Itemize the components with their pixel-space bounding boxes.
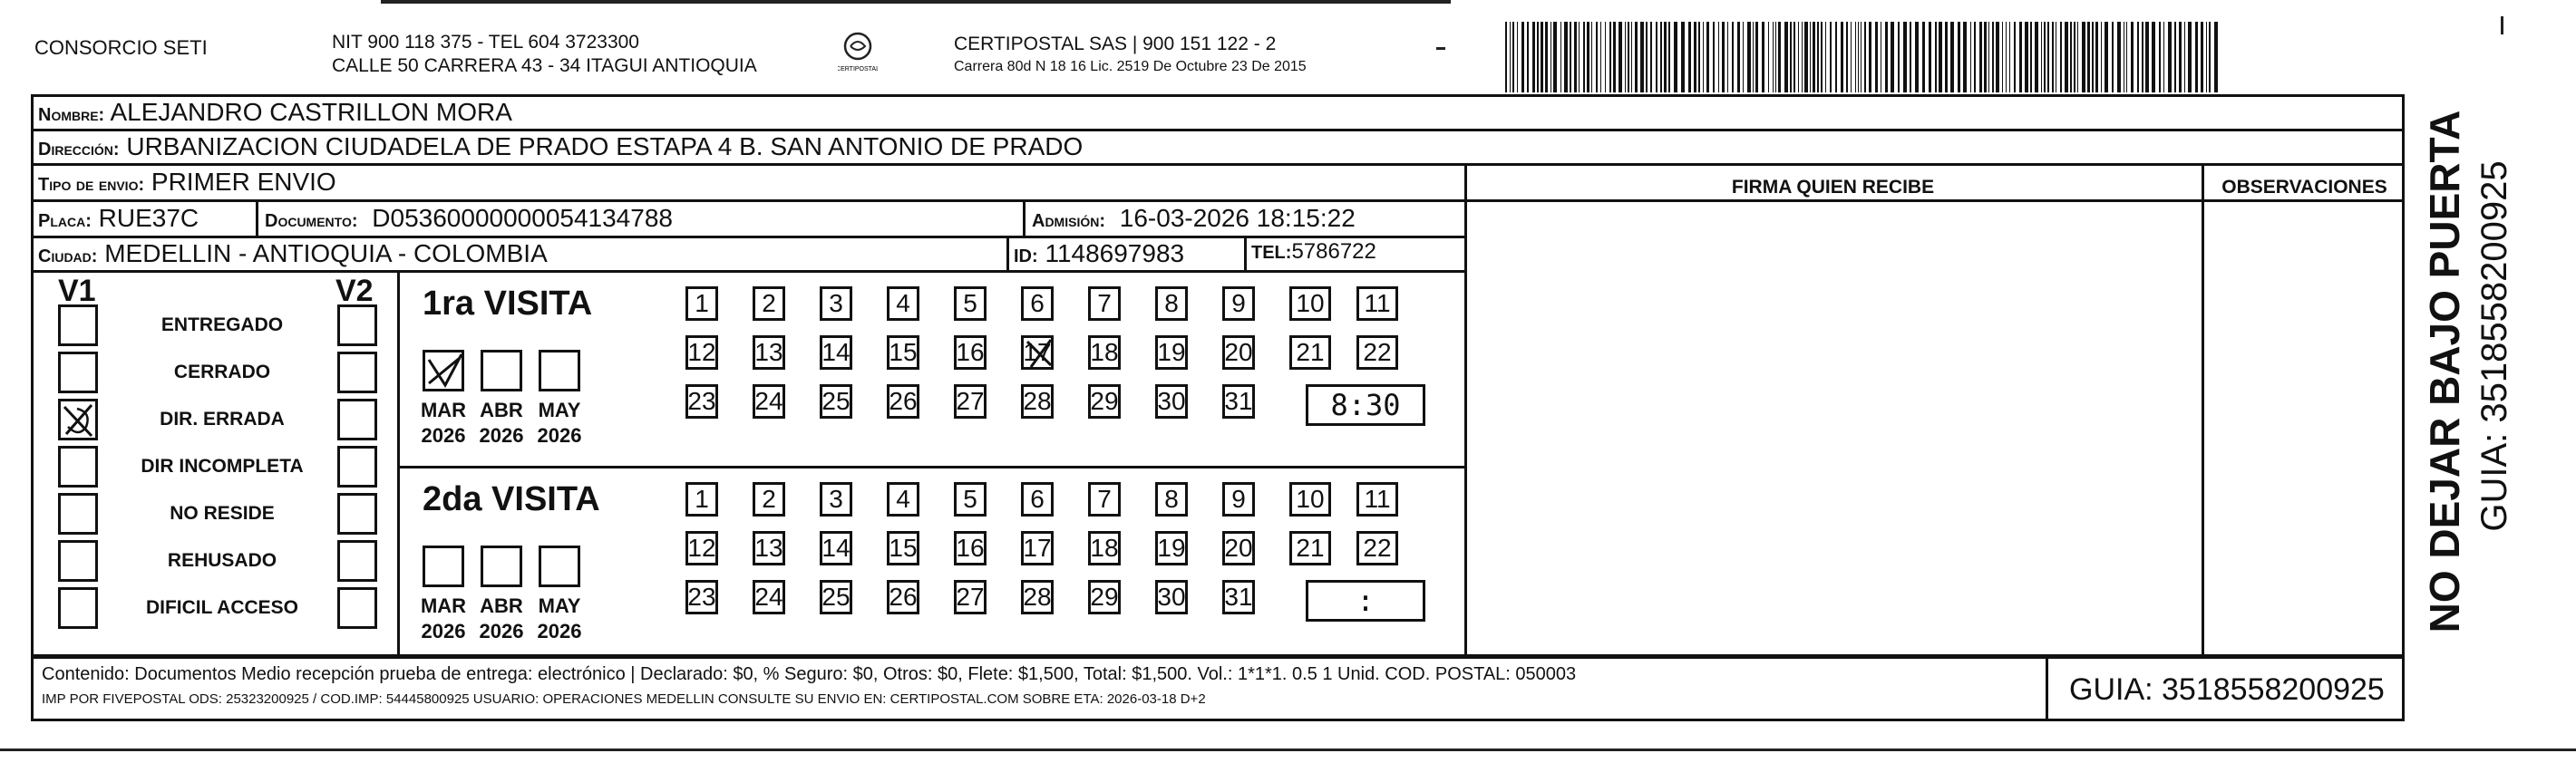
day-number: 12 bbox=[687, 338, 716, 366]
day-box[interactable] bbox=[753, 482, 785, 517]
month-label: ABR bbox=[480, 594, 523, 617]
certipostal-line1: CERTIPOSTAL SAS | 900 151 122 - 2 bbox=[954, 34, 1277, 54]
day-box[interactable] bbox=[954, 286, 987, 321]
day-number: 2 bbox=[762, 485, 776, 513]
month-label: MAR bbox=[420, 399, 467, 421]
placa-value: RUE37C bbox=[98, 204, 199, 232]
footer-guia: GUIA: 3518558200925 bbox=[2069, 672, 2385, 707]
row-line bbox=[31, 199, 2405, 202]
year-label: 2026 bbox=[537, 620, 582, 642]
v1-checkbox[interactable] bbox=[58, 540, 98, 582]
day-number: 28 bbox=[1023, 583, 1052, 611]
id-label: ID: bbox=[1014, 246, 1038, 266]
day-number: 10 bbox=[1296, 289, 1325, 317]
day-box[interactable] bbox=[1155, 531, 1188, 565]
col-placa-split bbox=[256, 199, 258, 236]
day-box[interactable] bbox=[887, 384, 919, 419]
day-box[interactable] bbox=[1021, 286, 1054, 321]
day-number: 20 bbox=[1224, 534, 1253, 562]
time-box[interactable] bbox=[1306, 384, 1425, 426]
day-number: 4 bbox=[896, 289, 910, 317]
nombre-label: Nombre: bbox=[38, 105, 105, 125]
day-box[interactable] bbox=[753, 580, 785, 614]
day-number: 27 bbox=[956, 387, 985, 415]
day-box[interactable] bbox=[753, 384, 785, 419]
v1-checkbox[interactable] bbox=[58, 399, 98, 440]
day-number: 19 bbox=[1157, 534, 1186, 562]
day-number: 18 bbox=[1090, 338, 1119, 366]
col-guia-split bbox=[2046, 656, 2048, 721]
col-admision-split bbox=[1023, 199, 1026, 236]
direccion-value: URBANIZACION CIUDADELA DE PRADO ESTAPA 4 B. SAN ANTONIO DE PRADO bbox=[126, 132, 1084, 160]
v1-checkbox[interactable] bbox=[58, 446, 98, 488]
day-number: 10 bbox=[1296, 485, 1325, 513]
day-box[interactable] bbox=[1088, 531, 1121, 565]
status-option-label: CERRADO bbox=[173, 362, 271, 382]
tel-label: TEL: bbox=[1251, 243, 1292, 263]
v2-checkbox[interactable] bbox=[337, 587, 377, 629]
firma-header: FIRMA QUIEN RECIBE bbox=[1731, 177, 1935, 198]
day-number: 19 bbox=[1157, 338, 1186, 366]
v2-checkbox[interactable] bbox=[337, 446, 377, 488]
day-box[interactable] bbox=[887, 335, 919, 370]
month-label: MAR bbox=[420, 594, 467, 617]
visit-title: 1ra VISITA bbox=[423, 285, 593, 323]
day-number: 30 bbox=[1157, 583, 1186, 611]
day-box[interactable] bbox=[887, 482, 919, 517]
col-firma-left bbox=[1464, 163, 1467, 657]
bottom-edge bbox=[0, 749, 2576, 751]
documento-cell bbox=[265, 206, 673, 231]
day-box[interactable] bbox=[1088, 286, 1121, 321]
day-box[interactable] bbox=[1222, 580, 1255, 614]
day-number: 15 bbox=[889, 534, 918, 562]
nit-line2: CALLE 50 CARRERA 43 - 34 ITAGUI ANTIOQUIA bbox=[332, 55, 757, 76]
day-number: 9 bbox=[1231, 289, 1246, 317]
day-number: 26 bbox=[889, 387, 918, 415]
status-option-label: DIFICIL ACCESO bbox=[145, 597, 298, 618]
day-box[interactable] bbox=[1021, 531, 1054, 565]
month-checkbox[interactable] bbox=[423, 350, 464, 391]
ciudad-label: Ciudad: bbox=[38, 246, 98, 266]
day-number: 14 bbox=[821, 534, 851, 562]
day-number: 9 bbox=[1231, 485, 1246, 513]
v2-checkbox[interactable] bbox=[337, 352, 377, 393]
day-number: 26 bbox=[889, 583, 918, 611]
day-number: 24 bbox=[754, 583, 783, 611]
day-number: 3 bbox=[829, 289, 843, 317]
status-option-label: DIR INCOMPLETA bbox=[141, 456, 304, 477]
side-notice-wrap bbox=[2417, 109, 2472, 634]
day-box[interactable] bbox=[753, 335, 785, 370]
day-number: 18 bbox=[1090, 534, 1119, 562]
day-box[interactable] bbox=[1222, 531, 1255, 565]
day-box[interactable] bbox=[954, 580, 987, 614]
day-box[interactable] bbox=[1222, 482, 1255, 517]
day-box[interactable] bbox=[753, 531, 785, 565]
day-number: 25 bbox=[821, 387, 851, 415]
year-label: 2026 bbox=[421, 424, 466, 447]
company-name: CONSORCIO SETI bbox=[34, 36, 208, 59]
day-number: 21 bbox=[1296, 338, 1325, 366]
day-box[interactable] bbox=[887, 580, 919, 614]
month-checkbox[interactable] bbox=[481, 546, 522, 587]
small-dash bbox=[1436, 47, 1445, 50]
day-box[interactable] bbox=[820, 335, 852, 370]
day-number: 12 bbox=[687, 534, 716, 562]
day-box[interactable] bbox=[1155, 482, 1188, 517]
year-label: 2026 bbox=[537, 424, 582, 447]
day-number: 17 bbox=[1023, 338, 1052, 366]
v1-checkbox[interactable] bbox=[58, 587, 98, 629]
side-notice: NO DEJAR BAJO PUERTA bbox=[2421, 110, 2468, 633]
side-guia-wrap bbox=[2472, 109, 2517, 634]
day-number: 21 bbox=[1296, 534, 1325, 562]
year-label: 2026 bbox=[479, 424, 524, 447]
time-value: : bbox=[1356, 584, 1375, 618]
day-box[interactable] bbox=[1289, 335, 1331, 370]
day-box[interactable] bbox=[820, 384, 852, 419]
admision-label: Admisión: bbox=[1032, 211, 1105, 231]
day-box[interactable] bbox=[685, 286, 718, 321]
row-line bbox=[31, 129, 2405, 131]
day-box[interactable] bbox=[1155, 286, 1188, 321]
day-box[interactable] bbox=[1155, 384, 1188, 419]
day-box[interactable] bbox=[1289, 531, 1331, 565]
row-line bbox=[31, 236, 1467, 238]
day-number: 16 bbox=[956, 338, 985, 366]
month-label: MAY bbox=[538, 594, 581, 617]
day-number: 5 bbox=[963, 485, 977, 513]
id-value: 1148697983 bbox=[1045, 239, 1185, 267]
documento-value: D05360000000054134788 bbox=[372, 204, 673, 232]
day-number: 15 bbox=[889, 338, 918, 366]
day-box[interactable] bbox=[1088, 335, 1121, 370]
day-box[interactable] bbox=[1356, 286, 1398, 321]
day-box[interactable] bbox=[1088, 482, 1121, 517]
row-line bbox=[31, 163, 2405, 166]
day-box[interactable] bbox=[685, 482, 718, 517]
nombre-value: ALEJANDRO CASTRILLON MORA bbox=[110, 98, 512, 126]
tel-value: 5786722 bbox=[1291, 239, 1376, 264]
day-box[interactable] bbox=[1356, 482, 1398, 517]
year-label: 2026 bbox=[421, 620, 466, 642]
day-box[interactable] bbox=[820, 286, 852, 321]
corner-mark bbox=[2501, 16, 2503, 34]
day-box[interactable] bbox=[820, 580, 852, 614]
day-box[interactable] bbox=[1088, 384, 1121, 419]
day-number: 29 bbox=[1090, 583, 1119, 611]
day-box[interactable] bbox=[1356, 531, 1398, 565]
day-number: 11 bbox=[1364, 289, 1391, 317]
day-number: 7 bbox=[1097, 289, 1112, 317]
day-number: 23 bbox=[687, 387, 716, 415]
footer-line1: Contenido: Documentos Medio recepción prueba de entrega: electrónico | Declarado: $0, % Seguro: $0, Otros: $0, Flete: $1,500, Total: $1,500. Vol.: 1*1*1. 0.5 1 Unid. COD. POSTAL: 050003 bbox=[42, 664, 1577, 684]
day-box[interactable] bbox=[954, 384, 987, 419]
day-number: 13 bbox=[754, 534, 783, 562]
v2-checkbox[interactable] bbox=[337, 540, 377, 582]
day-number: 16 bbox=[956, 534, 985, 562]
day-box[interactable] bbox=[685, 384, 718, 419]
day-number: 25 bbox=[821, 583, 851, 611]
id-cell bbox=[1014, 241, 1184, 266]
day-box[interactable] bbox=[1289, 482, 1331, 517]
col-id-split bbox=[1006, 236, 1009, 270]
col-tel-split bbox=[1244, 236, 1247, 270]
day-box[interactable] bbox=[1021, 580, 1054, 614]
v2-label: V2 bbox=[335, 274, 374, 308]
day-number: 29 bbox=[1090, 387, 1119, 415]
day-number: 1 bbox=[695, 485, 709, 513]
day-number: 20 bbox=[1224, 338, 1253, 366]
month-checkbox[interactable] bbox=[539, 546, 580, 587]
direccion-row bbox=[38, 134, 1083, 159]
day-box[interactable] bbox=[954, 335, 987, 370]
year-label: 2026 bbox=[479, 620, 524, 642]
admision-value: 16-03-2026 18:15:22 bbox=[1119, 204, 1356, 232]
day-number: 27 bbox=[956, 583, 985, 611]
ciudad-cell bbox=[38, 241, 548, 266]
day-cross-mark bbox=[1024, 338, 1051, 367]
day-box[interactable] bbox=[1356, 335, 1398, 370]
v1-checkbox[interactable] bbox=[58, 304, 98, 346]
status-option-label: NO RESIDE bbox=[170, 503, 275, 524]
month-label: MAY bbox=[538, 399, 581, 421]
day-number: 13 bbox=[754, 338, 783, 366]
status-option-label: ENTREGADO bbox=[160, 314, 284, 335]
nombre-row bbox=[38, 100, 512, 125]
day-number: 3 bbox=[829, 485, 843, 513]
day-number: 22 bbox=[1363, 534, 1392, 562]
footer-line2: IMP POR FIVEPOSTAL ODS: 25323200925 / COD.IMP: 54445800925 USUARIO: OPERACIONES MEDELLIN CONSULTE SU ENVIO EN: CERTIPOSTAL.COM SOBRE ETA: 2026-03-18 D+2 bbox=[42, 691, 1206, 707]
v1-checkbox[interactable] bbox=[58, 352, 98, 393]
day-box[interactable] bbox=[887, 531, 919, 565]
documento-label: Documento: bbox=[265, 211, 358, 231]
day-number: 4 bbox=[896, 485, 910, 513]
v2-checkbox[interactable] bbox=[337, 493, 377, 535]
tipo-label: Tipo de envio: bbox=[38, 175, 145, 195]
day-number: 17 bbox=[1023, 534, 1052, 562]
day-box[interactable] bbox=[1021, 335, 1054, 370]
status-option-label: DIR. ERRADA bbox=[160, 409, 285, 430]
v1-label: V1 bbox=[58, 274, 96, 308]
day-box[interactable] bbox=[954, 482, 987, 517]
side-guia: GUIA: 3518558200925 bbox=[2474, 160, 2514, 532]
certipostal-logo bbox=[838, 31, 878, 76]
day-box[interactable] bbox=[1222, 335, 1255, 370]
visit-title: 2da VISITA bbox=[423, 480, 600, 518]
row-line bbox=[31, 270, 1467, 273]
day-box[interactable] bbox=[887, 286, 919, 321]
day-box[interactable] bbox=[1021, 482, 1054, 517]
month-checkbox[interactable] bbox=[423, 546, 464, 587]
certipostal-line2: Carrera 80d N 18 16 Lic. 2519 De Octubre 23 De 2015 bbox=[954, 59, 1307, 74]
v2-checkbox[interactable] bbox=[337, 399, 377, 440]
day-number: 8 bbox=[1164, 485, 1179, 513]
placa-label: Placa: bbox=[38, 211, 92, 231]
day-box[interactable] bbox=[1222, 286, 1255, 321]
day-number: 30 bbox=[1157, 387, 1186, 415]
day-box[interactable] bbox=[1155, 335, 1188, 370]
col-visit-left bbox=[397, 270, 400, 656]
day-number: 11 bbox=[1364, 485, 1391, 513]
day-box[interactable] bbox=[753, 286, 785, 321]
day-box[interactable] bbox=[820, 531, 852, 565]
row-line bbox=[397, 466, 1467, 468]
month-label: ABR bbox=[480, 399, 523, 421]
day-number: 14 bbox=[821, 338, 851, 366]
row-line bbox=[31, 654, 2405, 657]
day-number: 31 bbox=[1224, 583, 1253, 611]
day-number: 5 bbox=[963, 289, 977, 317]
day-number: 1 bbox=[695, 289, 709, 317]
v2-checkbox[interactable] bbox=[337, 304, 377, 346]
ciudad-value: MEDELLIN - ANTIOQUIA - COLOMBIA bbox=[104, 239, 548, 267]
tipo-value: PRIMER ENVIO bbox=[151, 168, 336, 196]
month-checkbox[interactable] bbox=[481, 350, 522, 391]
top-edge-fragment bbox=[381, 0, 1451, 4]
day-number: 23 bbox=[687, 583, 716, 611]
day-number: 7 bbox=[1097, 485, 1112, 513]
day-number: 31 bbox=[1224, 387, 1253, 415]
barcode bbox=[1505, 22, 2221, 92]
month-checkbox[interactable] bbox=[539, 350, 580, 391]
admision-cell bbox=[1032, 206, 1356, 231]
day-number: 24 bbox=[754, 387, 783, 415]
day-box[interactable] bbox=[1088, 580, 1121, 614]
day-number: 2 bbox=[762, 289, 776, 317]
time-value: 8:30 bbox=[1330, 388, 1401, 422]
time-box[interactable] bbox=[1306, 580, 1425, 622]
day-box[interactable] bbox=[685, 335, 718, 370]
day-box[interactable] bbox=[1021, 384, 1054, 419]
day-box[interactable] bbox=[1289, 286, 1331, 321]
day-box[interactable] bbox=[954, 531, 987, 565]
nit-line1: NIT 900 118 375 - TEL 604 3723300 bbox=[332, 32, 639, 53]
observaciones-header: OBSERVACIONES bbox=[2221, 177, 2387, 198]
tipo-row bbox=[38, 169, 336, 195]
direccion-label: Dirección: bbox=[38, 140, 120, 159]
placa-cell bbox=[38, 206, 199, 231]
check-mark bbox=[425, 353, 463, 391]
day-number: 28 bbox=[1023, 387, 1052, 415]
day-box[interactable] bbox=[820, 482, 852, 517]
day-box[interactable] bbox=[1155, 580, 1188, 614]
day-number: 6 bbox=[1030, 485, 1045, 513]
day-number: 6 bbox=[1030, 289, 1045, 317]
day-number: 22 bbox=[1363, 338, 1392, 366]
col-obs-left bbox=[2202, 163, 2204, 657]
day-box[interactable] bbox=[685, 580, 718, 614]
day-box[interactable] bbox=[685, 531, 718, 565]
status-option-label: REHUSADO bbox=[167, 550, 277, 571]
day-box[interactable] bbox=[1222, 384, 1255, 419]
day-number: 8 bbox=[1164, 289, 1179, 317]
tel-cell bbox=[1251, 241, 1376, 263]
svg-text:CERTIPOSTAL: CERTIPOSTAL bbox=[838, 66, 878, 72]
v1-checkbox[interactable] bbox=[58, 493, 98, 535]
check-x-mark bbox=[61, 401, 97, 439]
